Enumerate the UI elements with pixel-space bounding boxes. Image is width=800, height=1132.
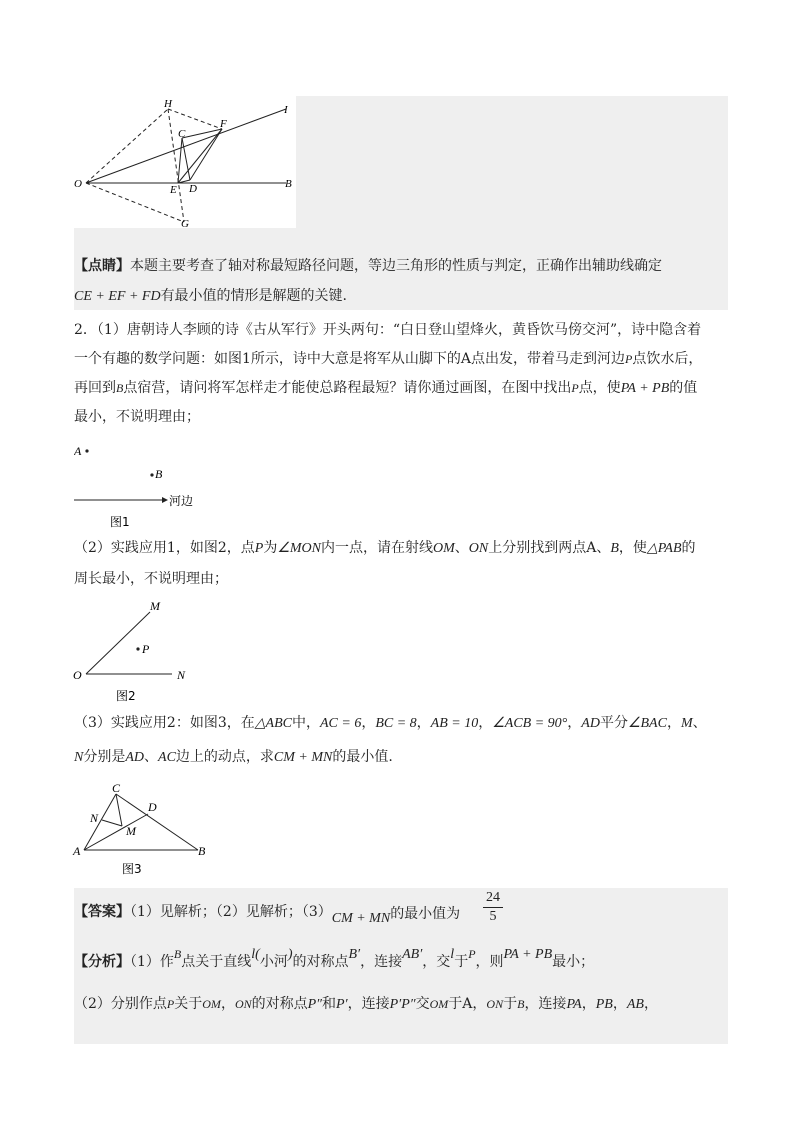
review-line-1 <box>74 256 662 276</box>
ray-oi <box>86 109 286 183</box>
fig1-caption: 图1 <box>110 515 130 529</box>
top-geometry-figure <box>74 96 296 228</box>
review-text-2: 有最小值的情形是解题的关键. <box>160 288 348 304</box>
fig3-label-a: A <box>73 844 81 858</box>
label-f: F <box>220 118 227 130</box>
label-o: O <box>74 178 82 190</box>
q2-2-line-1: （2）实践应用1，如图2，点P为∠MON内一点，请在射线OM、ON上分别找到两点A、B，使△PAB的 <box>74 540 696 556</box>
fig3-caption: 图3 <box>122 862 142 876</box>
label-b: B <box>285 178 292 190</box>
q2-line-1: 2．（1）唐朝诗人李顾的诗《古从军行》开头两句：“白日登山望烽火，黄昏饮马傍交河”，诗中隐含着 <box>74 322 702 338</box>
review-expr: CE + EF + FD <box>74 289 161 304</box>
fig3-label-d: D <box>148 800 157 814</box>
review-text: 本题主要考查了轴对称最短路径问题，等边三角形的性质与判定，正确作出辅助线确定 <box>130 258 662 274</box>
fig2-caption: 图2 <box>116 689 136 703</box>
figure-3 <box>70 780 220 880</box>
analysis-line-1: 【分析】（1）作B点关于直线l(小河)的对称点B′，连接AB′，交l于P，则PA + PB最小； <box>74 947 595 970</box>
fig1-label-b: B <box>155 467 163 481</box>
label-g: G <box>181 218 189 228</box>
analysis-line-2: （2）分别作点P关于OM，ON的对称点P″和P′，连接P′P″交OM于A，ON于B，连接PA，PB，AB， <box>74 996 658 1012</box>
fig2-label-o: O <box>73 668 82 682</box>
fig1-label-a: A <box>74 444 82 458</box>
q2-3-line-1: （3）实践应用2：如图3，在△ABC中，AC = 6，BC = 8，AB = 10，∠ACB = 90°，AD平分∠BAC，M、 <box>74 715 707 731</box>
fraction-denominator: 5 <box>489 909 497 924</box>
fig2-label-p: P <box>142 642 150 656</box>
fig1-river-label: 河边 <box>169 494 194 508</box>
fig3-label-m: M <box>126 824 136 838</box>
fig3-label-n: N <box>90 811 99 825</box>
label-i: I <box>284 104 288 116</box>
fig3-label-b: B <box>198 844 206 858</box>
answer-fraction <box>483 890 503 925</box>
label-e: E <box>170 184 177 196</box>
figure-2 <box>70 598 210 708</box>
review-tag: 【点睛】 <box>74 258 130 274</box>
q2-line-2: 一个有趣的数学问题：如图1所示，诗中大意是将军从山脚下的A点出发，带着马走到河边P点饮水后， <box>74 351 703 367</box>
fig2-label-m: M <box>150 599 160 613</box>
figure-1 <box>74 440 234 532</box>
q2-line-4: 最小，不说明理由； <box>74 409 200 425</box>
q2-line-3: 再回到B点宿营，请问将军怎样走才能使总路程最短？请你通过画图，在图中找出P点，使PA + PB的值 <box>74 380 698 396</box>
label-h: H <box>164 98 172 110</box>
q2-3-line-2: N分别是AD、AC边上的动点，求CM + MN的最小值. <box>74 749 393 765</box>
fig3-label-c: C <box>112 781 121 795</box>
review-line-2 <box>74 286 347 307</box>
label-c: C <box>178 128 186 140</box>
label-d: D <box>189 183 197 195</box>
answer-line: 【答案】（1）见解析；（2）见解析；（3）CM + MN的最小值为 <box>74 904 461 926</box>
fig2-label-n: N <box>177 668 186 682</box>
fraction-numerator: 24 <box>486 890 500 905</box>
q2-2-line-2: 周长最小，不说明理由； <box>74 571 228 587</box>
